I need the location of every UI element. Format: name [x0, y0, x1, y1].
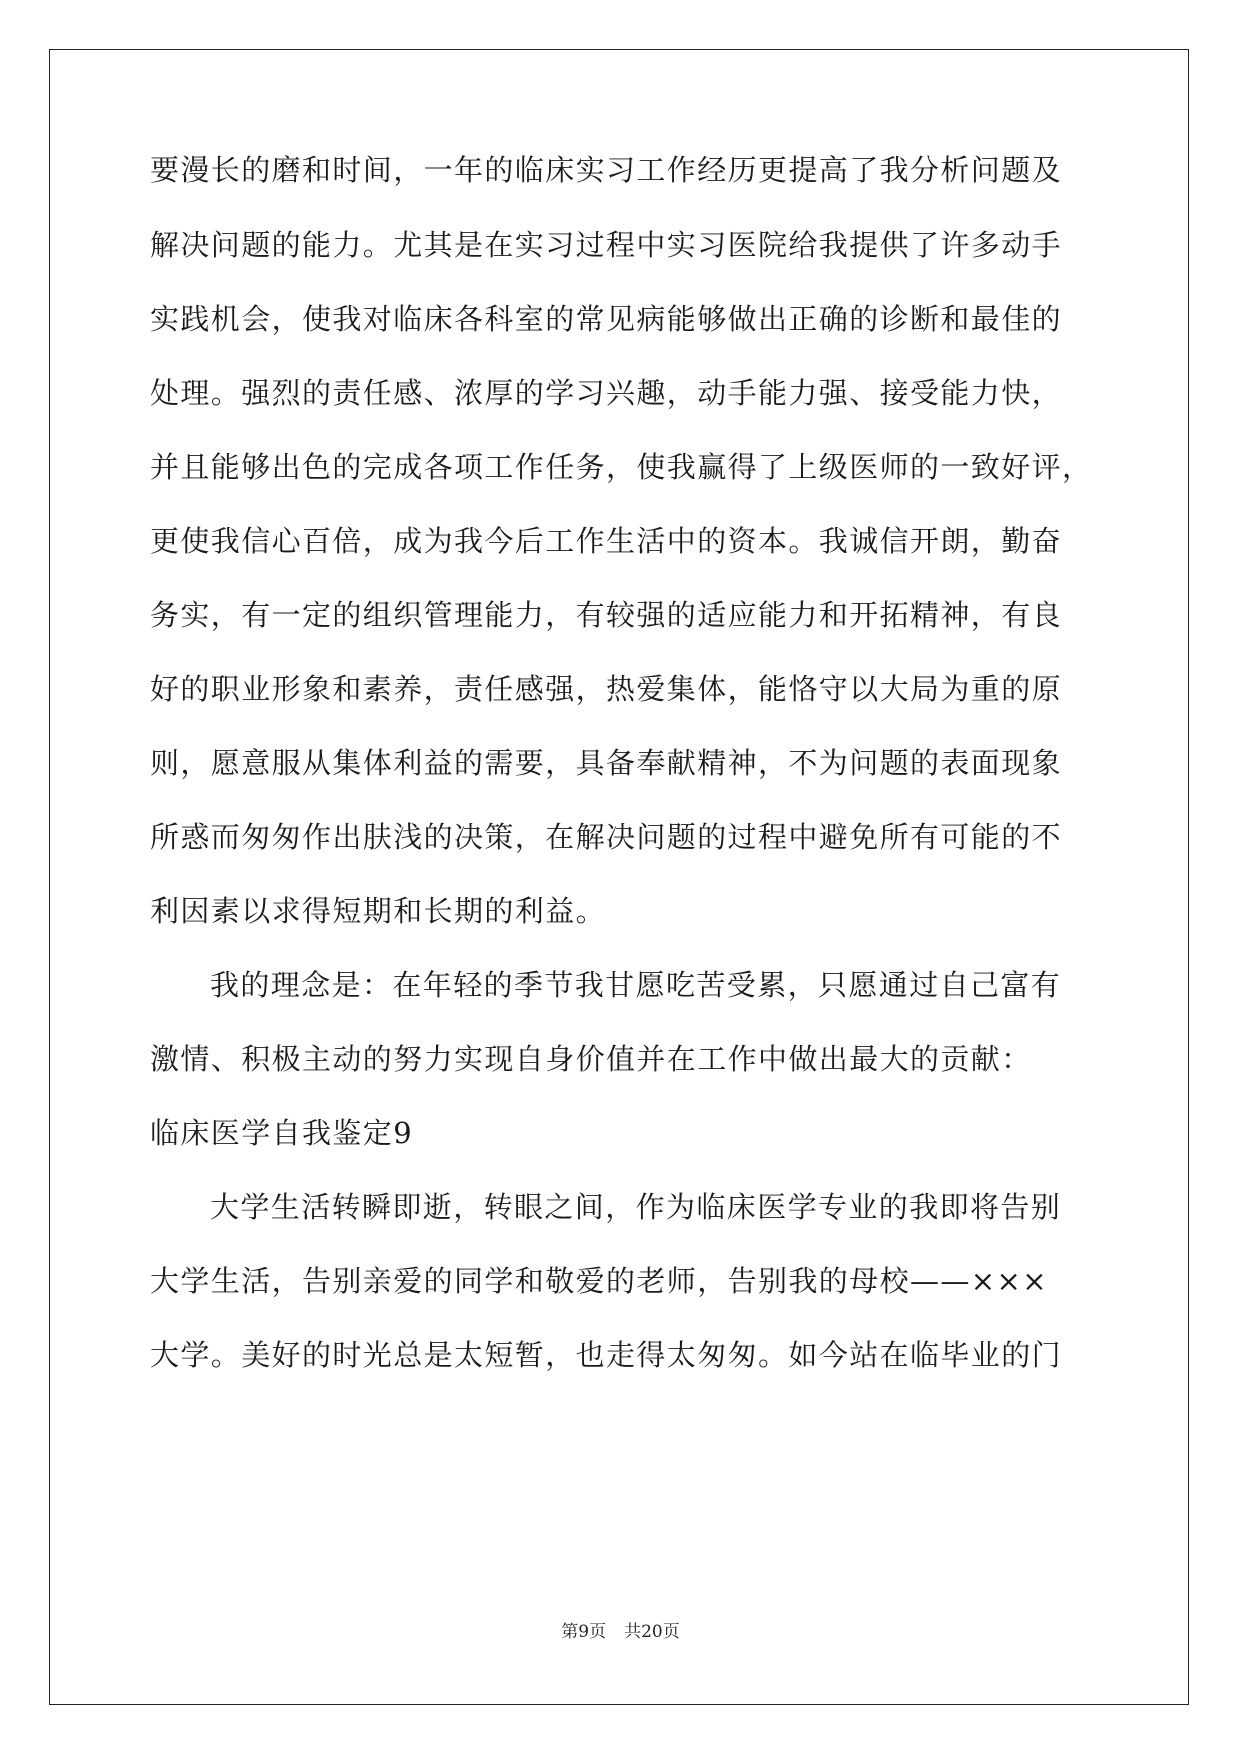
page-footer: [0, 1620, 1241, 1644]
page-total: 共20页: [624, 1622, 680, 1642]
paragraph-line: 大学。美好的时光总是太短暂，也走得太匆匆。如今站在临毕业的门: [150, 1338, 1063, 1372]
paragraph-line: 处理。强烈的责任感、浓厚的学习兴趣，动手能力强、接受能力快，: [150, 376, 1063, 410]
paragraph-line: 大学生活转瞬即逝，转眼之间，作为临床医学专业的我即将告别: [210, 1190, 1062, 1224]
paragraph-line: 则，愿意服从集体利益的需要，具备奉献精神，不为问题的表面现象: [150, 746, 1063, 780]
page-border: [49, 49, 1189, 1705]
section-heading: 临床医学自我鉴定9: [150, 1116, 414, 1150]
paragraph-line: 所惑而匆匆作出肤浅的决策，在解决问题的过程中避免所有可能的不: [150, 820, 1063, 854]
page-number: 第9页: [561, 1622, 607, 1642]
paragraph-line: 要漫长的磨和时间，一年的临床实习工作经历更提高了我分析问题及: [150, 153, 1063, 187]
paragraph-line: 解决问题的能力。尤其是在实习过程中实习医院给我提供了许多动手: [150, 228, 1063, 262]
paragraph-line: 务实，有一定的组织管理能力，有较强的适应能力和开拓精神，有良: [150, 598, 1063, 632]
paragraph-line: 并且能够出色的完成各项工作任务，使我赢得了上级医师的一致好评，: [150, 450, 1093, 484]
paragraph-line: 实践机会，使我对临床各科室的常见病能够做出正确的诊断和最佳的: [150, 302, 1063, 336]
paragraph-line: 大学生活，告别亲爱的同学和敬爱的老师，告别我的母校——×××: [150, 1264, 1048, 1298]
paragraph-line: 激情、积极主动的努力实现自身价值并在工作中做出最大的贡献：: [150, 1042, 1032, 1076]
paragraph-line: 我的理念是：在年轻的季节我甘愿吃苦受累，只愿通过自己富有: [210, 968, 1062, 1002]
paragraph-line: 更使我信心百倍，成为我今后工作生活中的资本。我诚信开朗，勤奋: [150, 524, 1063, 558]
paragraph-line: 好的职业形象和素养，责任感强，热爱集体，能恪守以大局为重的原: [150, 672, 1063, 706]
paragraph-line: 利因素以求得短期和长期的利益。: [150, 894, 607, 928]
